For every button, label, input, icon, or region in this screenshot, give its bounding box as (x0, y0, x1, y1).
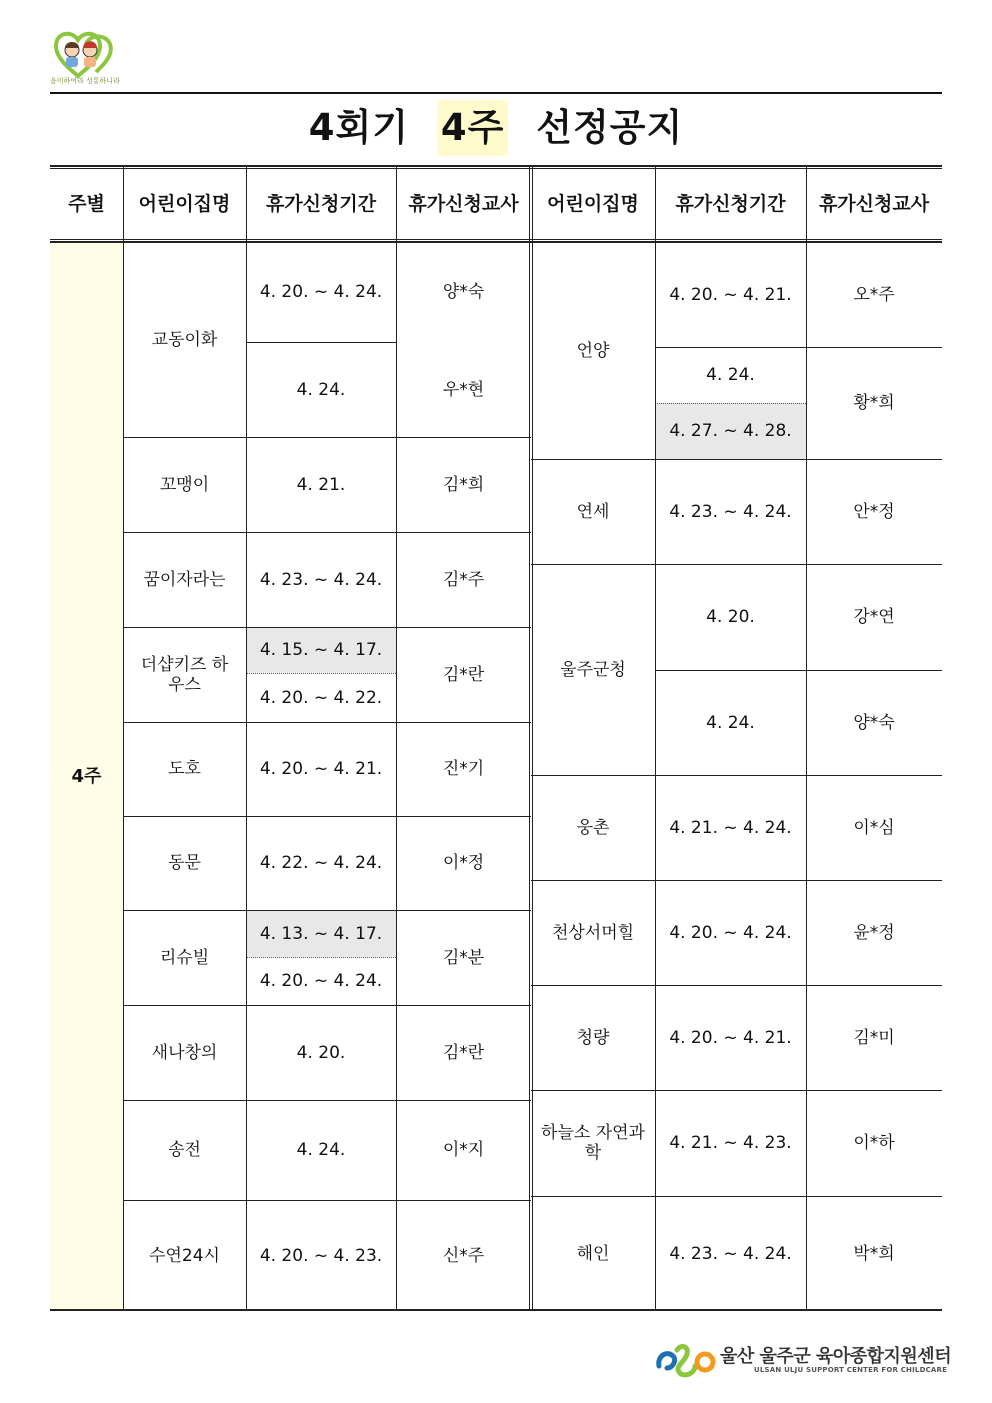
teacher-name: 이*하 (853, 1133, 895, 1153)
leave-period: 4. 24. (296, 1140, 346, 1160)
leave-period: 4. 13. ~ 4. 17. (259, 923, 383, 944)
leave-period: 4. 23. ~ 4. 24. (259, 569, 383, 590)
daycare-name: 울주군청 (560, 659, 626, 680)
leave-period: 4. 20. ~ 4. 21. (669, 1027, 792, 1048)
teacher-name: 김*미 (853, 1027, 895, 1048)
column-header: 주별 (68, 192, 105, 215)
leave-period: 4. 20. ~ 4. 21. (669, 284, 792, 305)
teacher-name: 강*연 (853, 607, 895, 627)
column-border (396, 165, 397, 1311)
title-highlight: 4주 (437, 100, 509, 156)
teacher-name: 이*심 (853, 817, 895, 838)
teacher-name: 황*희 (853, 393, 895, 413)
leave-period: 4. 20. ~ 4. 21. (259, 759, 383, 779)
header-bottom-border-inner (50, 241, 942, 243)
daycare-name: 해인 (576, 1243, 610, 1264)
leave-period: 4. 24. (706, 365, 755, 385)
teacher-name: 윤*정 (853, 922, 895, 943)
column-header: 어린이집명 (138, 192, 231, 215)
center-double-border (529, 165, 530, 1311)
leave-period: 4. 21. (296, 474, 346, 495)
daycare-name: 꼬맹이 (159, 474, 210, 495)
leave-period: 4. 20. (296, 1042, 346, 1063)
center-logo (50, 26, 140, 90)
teacher-name: 양*숙 (853, 712, 895, 733)
leave-period: 4. 15. ~ 4. 17. (259, 640, 383, 660)
teacher-name: 우*현 (442, 379, 485, 400)
daycare-name: 꿈이자라는 (143, 569, 226, 590)
column-border (123, 165, 124, 1311)
title-prefix: 4회기 (308, 106, 409, 149)
page-title (50, 100, 942, 156)
teacher-name: 진*기 (442, 759, 485, 779)
daycare-name: 송전 (168, 1140, 201, 1160)
leave-period: 4. 23. ~ 4. 24. (669, 1243, 792, 1264)
dotted-divider (246, 957, 396, 958)
daycare-name: 연세 (576, 501, 610, 522)
daycare-name: 천상서머힐 (551, 922, 635, 943)
selection-notice-table (50, 165, 942, 1311)
teacher-name: 오*주 (853, 284, 895, 305)
daycare-name: 더샵키즈 하우스 (140, 654, 229, 695)
center-double-border (532, 165, 533, 1311)
column-header: 어린이집명 (547, 192, 639, 215)
table-bottom-border (50, 1309, 942, 1311)
leave-period: 4. 21. ~ 4. 23. (669, 1133, 792, 1153)
leave-period: 4. 20. ~ 4. 24. (259, 282, 383, 302)
leave-period: 4. 20. ~ 4. 23. (259, 1245, 383, 1266)
leave-period: 4. 22. ~ 4. 24. (259, 853, 383, 873)
teacher-name: 양*숙 (442, 282, 485, 302)
column-header: 휴가신청교사 (408, 192, 519, 215)
week-cell: 4주 (50, 242, 123, 1311)
leave-period: 4. 21. ~ 4. 24. (669, 817, 792, 838)
footer-org-name-en: ULSAN ULJU SUPPORT CENTER FOR CHILDCARE (754, 1366, 948, 1374)
logo-caption: 음미하여라 성통하니라 (50, 77, 120, 85)
leave-period: 4. 24. (706, 712, 755, 733)
teacher-name: 김*란 (442, 664, 485, 685)
leave-period: 4. 23. ~ 4. 24. (669, 501, 792, 522)
teacher-name: 신*주 (442, 1245, 485, 1266)
dotted-divider (246, 673, 396, 674)
column-header: 휴가신청기간 (675, 192, 786, 215)
daycare-name: 교동이화 (151, 329, 218, 350)
title-suffix: 선정공지 (536, 106, 684, 149)
teacher-name: 이*지 (442, 1140, 485, 1160)
header-bottom-border (50, 239, 942, 240)
daycare-name: 웅촌 (576, 817, 610, 838)
column-border (806, 165, 807, 1311)
leave-period: 4. 27. ~ 4. 28. (669, 421, 792, 441)
teacher-name: 김*희 (442, 474, 485, 495)
table-top-border-inner (50, 168, 942, 169)
leave-period: 4. 20. (706, 607, 755, 627)
leave-period: 4. 20. ~ 4. 24. (259, 971, 383, 991)
daycare-name: 청량 (576, 1027, 610, 1048)
teacher-name: 안*정 (853, 501, 895, 522)
daycare-name: 리슈빌 (159, 947, 210, 968)
leave-period: 4. 20. ~ 4. 22. (259, 687, 383, 708)
row-border (246, 342, 396, 343)
top-rule (50, 92, 942, 94)
daycare-name: 새나창의 (151, 1042, 218, 1063)
daycare-name: 하늘소 자연과학 (541, 1123, 645, 1163)
footer-org-name: 울산 울주군 육아종합지원센터 (720, 1346, 952, 1367)
column-border (655, 165, 656, 1311)
column-header: 휴가신청기간 (265, 192, 377, 215)
leave-period: 4. 24. (296, 379, 346, 400)
table-top-border (50, 165, 942, 167)
daycare-name: 언양 (576, 340, 610, 361)
dotted-divider (655, 403, 806, 404)
teacher-name: 김*분 (442, 947, 485, 968)
leave-period: 4. 20. ~ 4. 24. (669, 922, 792, 943)
teacher-name: 김*란 (442, 1042, 485, 1063)
daycare-name: 도호 (168, 759, 201, 779)
teacher-name: 박*희 (853, 1243, 895, 1264)
daycare-name: 수연24시 (149, 1245, 220, 1266)
daycare-name: 동문 (168, 853, 201, 873)
column-border (246, 165, 247, 1311)
column-header: 휴가신청교사 (818, 192, 930, 215)
teacher-name: 이*정 (442, 853, 485, 873)
teacher-name: 김*주 (442, 569, 485, 590)
